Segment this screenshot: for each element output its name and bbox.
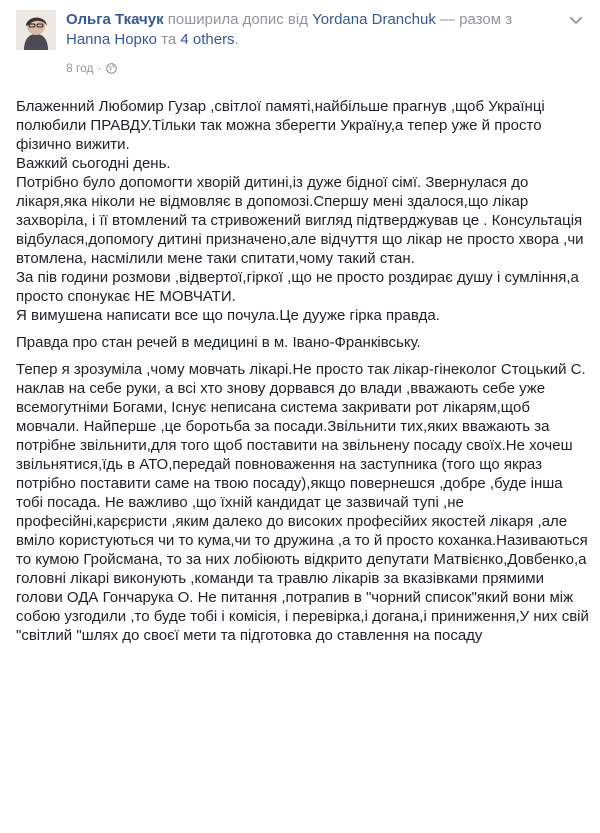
timestamp-link[interactable]: 8 год: [66, 61, 94, 75]
with-text: — разом з: [435, 11, 513, 28]
profile-photo-icon: [16, 10, 56, 50]
globe-icon[interactable]: [106, 63, 117, 74]
post-header: [16, 6, 586, 76]
period-text: .: [234, 31, 239, 48]
author-link[interactable]: Ольга Ткачук: [66, 11, 164, 28]
post-paragraph: Блаженний Любомир Гузар ,світлої памяті,найбільше прагнув ,щоб Українці полюбили ПРАВДУ.Тільки так можна зберегти Україну,а тепер уже й просто фізично вижити. Важкий сьогодні день. Потрібно було допомогти хворій дитині,із дуже бідної сімї. Звернулася до лікаря,яка ніколи не відмовляє в допомозі.Спершу мені здалося,що лікар захворіла, і її втомлений та стривожений вигляд підтверджував це . Консультація відбулася,допомогу дитині призначено,але відчуття що лікар не просто хвора ,чи втомлена, насмілили мене таки спитати,чому такий стан. За пів години розмови ,відвертої,гіркої ,що не просто роздирає душу і сумління,а просто спонукає НЕ МОВЧАТИ. Я вимушена написати все що почула.Це дууже гірка правда.: [16, 98, 584, 324]
post-body: [16, 97, 590, 645]
original-author-link[interactable]: Yordana Dranchuk: [312, 11, 436, 28]
shared-text: поширила допис від: [163, 11, 313, 28]
post-paragraph: Тепер я зрозуміла ,чому мовчать лікарі.Не просто так лікар-гінеколог Стоцький С. наклав на себе руки, а всі хто знову дорвався до влади ,вважають себе уже всемогутніми Богами, Існує неписана система закривати рот лікарям,щоб мовчали. Найперше ,це боротьба за посади.Звільнити тих,яких вважають за потрібне звільнити,для того щоб поставити на звільнену посаду своїх.Не хочеш звільнятися,їдь в АТО,передай повноваження на заступника (того що якраз потрібно поставити саме на твою посаду),якщо повернешся ,добре ,буде інша тобі посада. Не важливо ,що їхній кандидат це зазвичай тупі ,не професійні,карєристи ,яким далеко до високих професійих якостей лікаря ,але вміло користуються чи то кума,чи то дружина ,а то й просто коханка.Називаються то кумою Гройсмана, то за них лобіюють відкрито депутати Матвієнко,Довбенко,а головні лікарі виконують ,команди та травлю лікарів за вказівками прямими голови ОДА Гончарука О. Не питання ,потрапив в "чорний список"який вони між собою узгодили ,то буде тобі і комісія, і перевірка,і догана,і приниження,У них свій "світлий "шлях до своєї мети та підготовка до ставлення на посаду: [16, 361, 589, 644]
and-text: та: [156, 31, 181, 48]
separator-dot: ·: [97, 61, 102, 75]
chevron-down-icon[interactable]: [568, 12, 584, 28]
tagged-person-link[interactable]: Hanna Норко: [66, 31, 157, 48]
post-header-text: [66, 10, 546, 50]
post-paragraph: Правда про стан речей в медицині в м. Івано-Франківську.: [16, 334, 421, 351]
others-link[interactable]: 4 others: [180, 31, 235, 48]
avatar[interactable]: [16, 10, 56, 50]
post-meta: [66, 61, 117, 75]
